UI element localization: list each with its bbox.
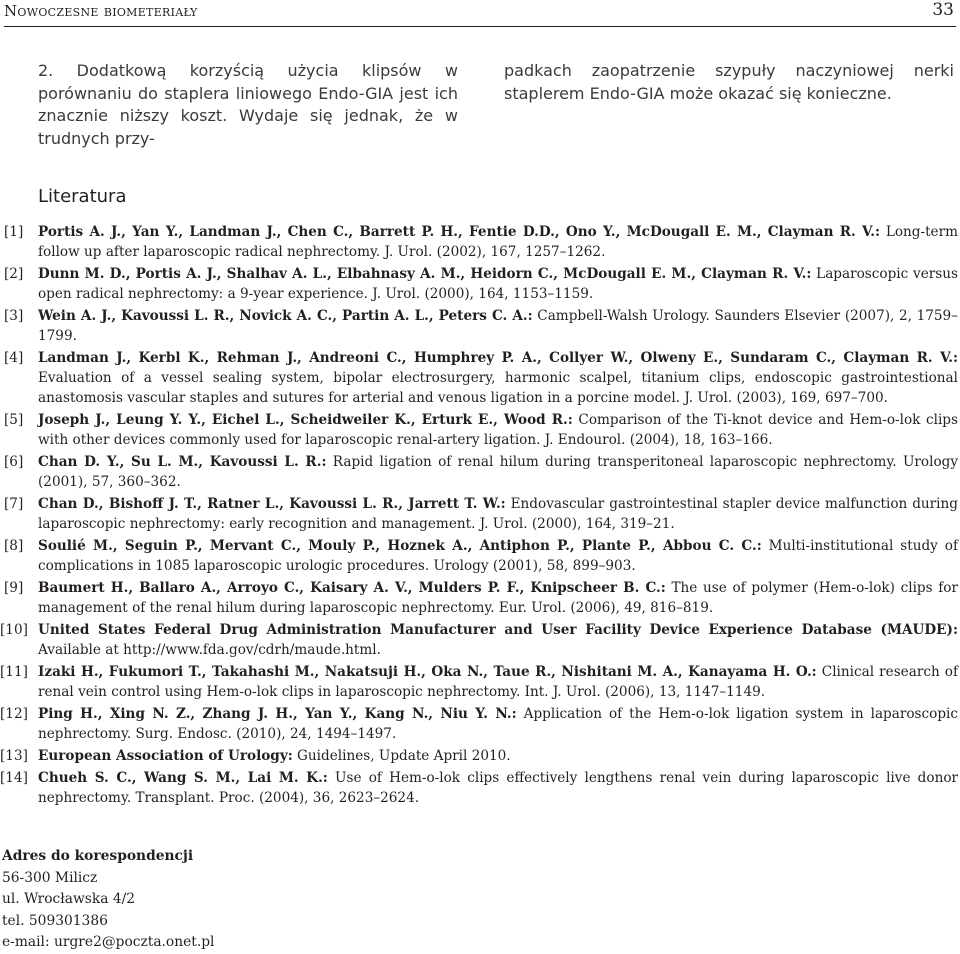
reference-authors: European Association of Urology: (38, 748, 293, 764)
reference-text: Rapid ligation of renal hilum during transperitoneal laparoscopic nephrectomy. Urology (2001), 57, 360–362. (38, 454, 959, 490)
reference-authors: Joseph J., Leung Y. Y., Eichel L., Scheidweiler K., Erturk E., Wood R.: (38, 412, 573, 428)
address-street: ul. Wrocławska 4/2 (2, 891, 136, 907)
reference-number: [11] (0, 664, 28, 680)
body-text-left-column: 2. Dodatkową korzyścią użycia klipsów w porównaniu do staplera liniowego Endo-GIA jest ich znacznie niższy koszt. Wydaje się jednak, że w trudnych przy- (38, 61, 458, 148)
reference-text: Available at http://www.fda.gov/cdrh/maude.html. (38, 642, 381, 658)
reference-authors: Chueh S. C., Wang S. M., Lai M. K.: (38, 770, 328, 786)
reference-item (0, 264, 958, 304)
correspondence-address (2, 846, 214, 954)
reference-item (0, 452, 958, 492)
reference-authors: Portis A. J., Yan Y., Landman J., Chen C., Barrett P. H., Fentie D.D., Ono Y., McDougall E. M., Clayman R. V.: (38, 224, 880, 240)
reference-item (0, 578, 958, 618)
reference-item (0, 494, 958, 534)
reference-authors: Chan D., Bishoff J. T., Ratner L., Kavoussi L. R., Jarrett T. W.: (38, 496, 506, 512)
reference-item (0, 620, 958, 660)
reference-item (0, 536, 958, 576)
reference-number: [4] (4, 350, 24, 366)
reference-number: [5] (4, 412, 24, 428)
page-number: 33 (932, 0, 954, 20)
reference-number: [14] (0, 770, 28, 786)
address-postcode-city: 56-300 Milicz (2, 869, 98, 886)
address-phone: tel. 509301386 (2, 912, 108, 929)
reference-text: Comparison of the Ti-knot device and Hem-o-lok clips with other devices commonly used for laparoscopic renal-artery ligation. J. Endourol. (2004), 18, 163–166. (38, 412, 958, 448)
literature-heading: Literatura (38, 186, 127, 207)
reference-number: [3] (4, 308, 24, 324)
reference-number: [7] (4, 496, 24, 512)
reference-text: Endovascular gastrointestinal stapler device malfunction during laparoscopic nephrectomy: early recognition and management. J. Urol. (2000), 164, 319–21. (38, 496, 958, 532)
reference-authors: Baumert H., Ballaro A., Arroyo C., Kaisary A. V., Mulders P. F., Knipscheer B. C.: (38, 580, 666, 596)
reference-item (0, 222, 958, 262)
reference-number: [6] (4, 454, 24, 470)
reference-item (0, 410, 958, 450)
reference-text: Use of Hem-o-lok clips effectively lengthens renal vein during laparoscopic live donor nephrectomy. Transplant. Proc. (2004), 36, 2623–2624. (38, 770, 959, 806)
reference-authors: Izaki H., Fukumori T., Takahashi M., Nakatsuji H., Oka N., Taue R., Nishitani M. A., Kanayama H. O.: (38, 664, 817, 680)
address-heading: Adres do korespondencji (2, 848, 194, 864)
reference-text: Application of the Hem-o-lok ligation system in laparoscopic nephrectomy. Surg. Endosc. (2010), 24, 1494–1497. (38, 706, 958, 742)
reference-list (0, 222, 958, 810)
reference-number: [12] (0, 706, 28, 722)
reference-authors: United States Federal Drug Administration Manufacturer and User Facility Device Experience Database (MAUDE): (38, 622, 958, 638)
reference-authors: Ping H., Xing N. Z., Zhang J. H., Yan Y., Kang N., Niu Y. N.: (38, 706, 517, 722)
reference-item (0, 348, 958, 408)
reference-authors: Wein A. J., Kavoussi L. R., Novick A. C., Partin A. L., Peters C. A.: (38, 308, 533, 324)
journal-name: Nowoczesne biometeriały (4, 2, 198, 20)
reference-number: [1] (4, 224, 24, 240)
reference-authors: Soulié M., Seguin P., Mervant C., Mouly P., Hoznek A., Antiphon P., Plante P., Abbou C. C.: (38, 538, 762, 554)
reference-item (0, 662, 958, 702)
reference-text: Laparoscopic versus open radical nephrectomy: a 9-year experience. J. Urol. (2000), 164, 1153–1159. (38, 266, 958, 302)
reference-number: [13] (0, 748, 28, 764)
reference-number: [9] (4, 580, 24, 596)
reference-item (0, 768, 958, 808)
reference-item (0, 746, 958, 766)
body-text-right-column: padkach zaopatrzenie szypuły naczyniowej nerki staplerem Endo-GIA może okazać się konieczne. (504, 61, 954, 103)
reference-authors: Chan D. Y., Su L. M., Kavoussi L. R.: (38, 454, 327, 470)
reference-text: Long-term follow up after laparoscopic radical nephrectomy. J. Urol. (2002), 167, 1257–1262. (38, 224, 958, 260)
reference-text: Campbell-Walsh Urology. Saunders Elsevier (2007), 2, 1759–1799. (38, 308, 958, 344)
reference-number: [8] (4, 538, 24, 554)
reference-text: Evaluation of a vessel sealing system, bipolar electrosurgery, harmonic scalpel, titanium clips, endoscopic gastrointestional anastomosis vascular staples and sutures for arterial and venous ligation in a porcine model. J. Urol. (2003), 169, 697–700. (38, 370, 958, 406)
reference-authors: Landman J., Kerbl K., Rehman J., Andreoni C., Humphrey P. A., Collyer W., Olweny E., Sundaram C., Clayman R. V.: (38, 350, 958, 366)
reference-item (0, 306, 958, 346)
reference-number: [10] (0, 622, 28, 638)
reference-item (0, 704, 958, 744)
reference-text: The use of polymer (Hem-o-lok) clips for management of the renal hilum during laparoscopic nephrectomy. Eur. Urol. (2006), 49, 816–819. (38, 580, 958, 616)
reference-number: [2] (4, 266, 24, 282)
address-email: e-mail: urgre2@poczta.onet.pl (2, 934, 215, 950)
reference-text: Guidelines, Update April 2010. (292, 748, 511, 764)
reference-text: Clinical research of renal vein control using Hem-o-lok clips in laparoscopic nephrectomy. Int. J. Urol. (2006), 13, 1147–1149. (38, 664, 958, 700)
reference-authors: Dunn M. D., Portis A. J., Shalhav A. L., Elbahnasy A. M., Heidorn C., McDougall E. M., Clayman R. V.: (38, 266, 812, 282)
running-header (4, 0, 956, 27)
reference-text: Multi-institutional study of complications in 1085 laparoscopic urologic procedures. Urology (2001), 58, 899–903. (38, 538, 958, 574)
